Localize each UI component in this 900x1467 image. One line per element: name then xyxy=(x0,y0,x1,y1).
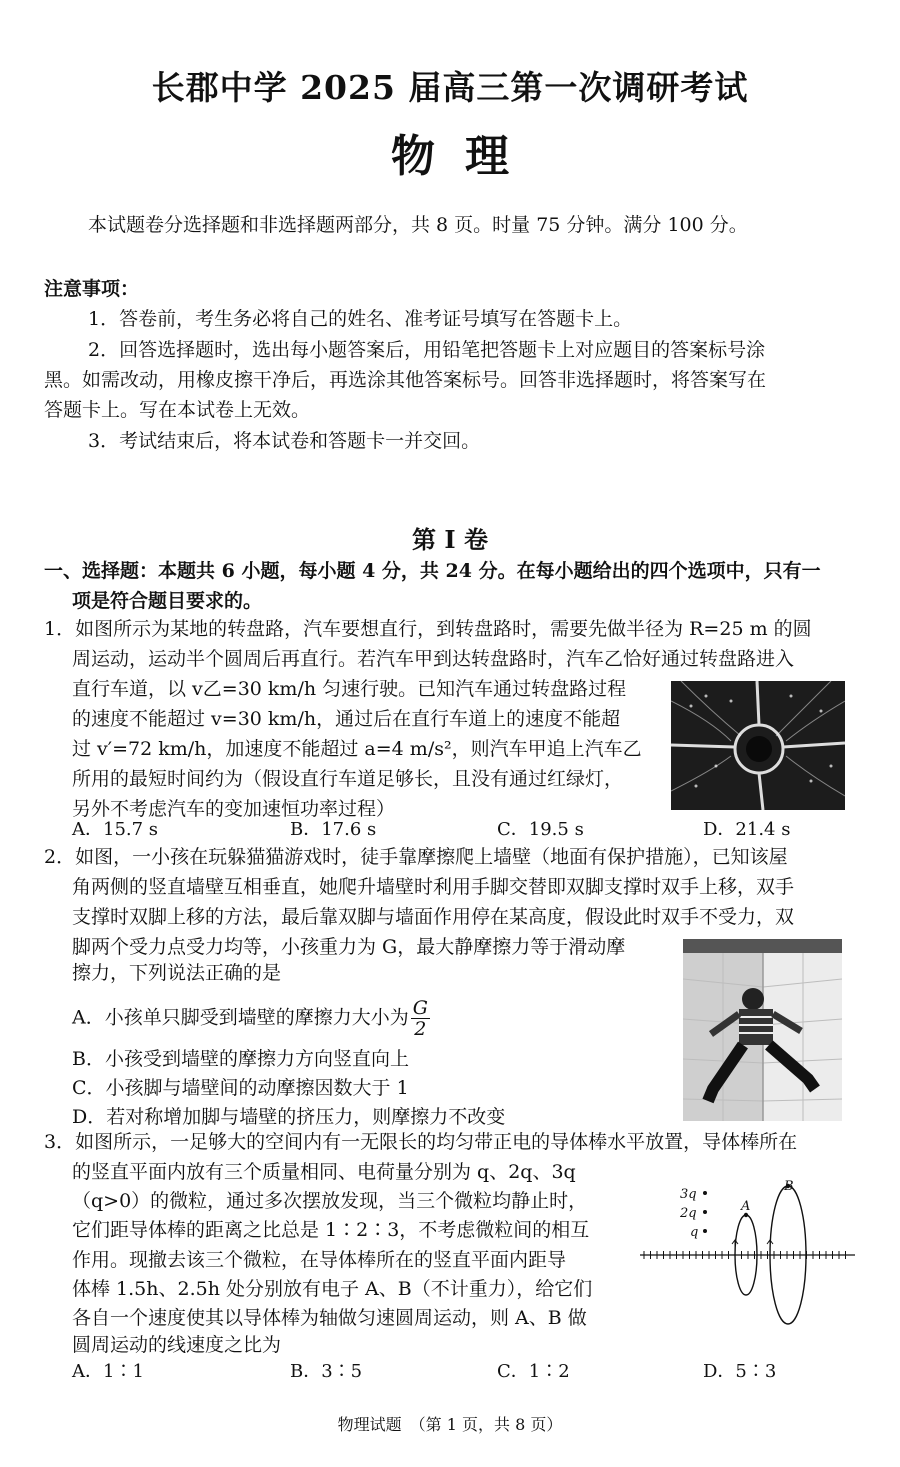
q2-option-a: A．小孩单只脚受到墙壁的摩擦力大小为 $\frac{G}{2}$ xyxy=(72,997,428,1040)
q2-option-c: C．小孩脚与墙壁间的动摩擦因数大于 1 xyxy=(72,1077,409,1099)
notice-line: 2．回答选择题时，选出每小题答案后，用铅笔把答题卡上对应题目的答案标号涂 xyxy=(88,339,766,361)
q1-text: 所用的最短时间约为（假设直行车道足够长，且没有通过红绿灯， xyxy=(72,768,624,790)
notice-line: 黑。如需改动，用橡皮擦干净后，再选涂其他答案标号。回答非选择题时，将答案写在 xyxy=(44,369,767,391)
q3-option-b: B．3∶5 xyxy=(290,1361,363,1382)
notice-line: 答题卡上。写在本试卷上无效。 xyxy=(44,399,311,421)
child-climbing-photo xyxy=(683,939,842,1121)
q3-option-c: C．1∶2 xyxy=(497,1361,570,1382)
part-heading: 一、选择题：本题共 6 小题，每小题 4 分，共 24 分。在每小题给出的四个选项中，只有一 xyxy=(44,560,821,582)
exam-title: 长郡中学 2025 届高三第一次调研考试 xyxy=(151,68,749,107)
q3-option-d: D．5∶3 xyxy=(703,1361,777,1382)
q3-text: 各自一个速度使其以导体棒为轴做匀速圆周运动，则 A、B 做 xyxy=(72,1307,587,1329)
q3-text: 3．如图所示，一足够大的空间内有一无限长的均匀带正电的导体棒水平放置，导体棒所在 xyxy=(44,1131,798,1153)
label-B: B xyxy=(784,1179,794,1194)
intro-text: 本试题卷分选择题和非选择题两部分，共 8 页。时量 75 分钟。满分 100 分。 xyxy=(88,214,748,236)
q2-text: 支撑时双脚上移的方法，最后靠双脚与墙面作用停在某高度，假设此时双手不受力，双 xyxy=(72,906,795,928)
roundabout-photo xyxy=(671,681,845,810)
q3-text: （q>0）的微粒，通过多次摆放发现，当三个微粒均静止时， xyxy=(72,1190,588,1212)
notice-line: 3．考试结束后，将本试卷和答题卡一并交回。 xyxy=(88,430,481,452)
q3-option-a: A．1∶1 xyxy=(72,1361,144,1382)
label-2q: 2q xyxy=(680,1206,697,1221)
page-footer: 物理试题 （第 1 页，共 8 页） xyxy=(337,1415,563,1434)
subject-title: 物理 xyxy=(391,131,539,182)
q1-option-d: D．21.4 s xyxy=(703,819,791,840)
q1-text: 1．如图所示为某地的转盘路，汽车要想直行，到转盘路时，需要先做半径为 R=25 m 的圆 xyxy=(44,618,812,640)
charged-rod-figure xyxy=(635,1178,860,1353)
q1-option-c: C．19.5 s xyxy=(497,819,584,840)
q1-text: 过 v′=72 km/h，加速度不能超过 a=4 m/s²，则汽车甲追上汽车乙 xyxy=(72,738,642,760)
label-3q: 3q xyxy=(680,1187,697,1202)
q2-text: 2．如图，一小孩在玩躲猫猫游戏时，徒手靠摩擦爬上墙壁（地面有保护措施），已知该屋 xyxy=(44,846,788,868)
q2-text: 角两侧的竖直墙壁互相垂直，她爬升墙壁时利用手脚交替即双脚支撑时双手上移，双手 xyxy=(72,876,795,898)
section-title: 第 I 卷 xyxy=(412,525,488,554)
q1-option-b: B．17.6 s xyxy=(290,819,377,840)
label-A: A xyxy=(741,1199,751,1214)
q3-text: 作用。现撤去该三个微粒，在导体棒所在的竖直平面内距导 xyxy=(72,1249,567,1271)
q1-option-a: A．15.7 s xyxy=(72,819,159,840)
notice-line: 1．答卷前，考生务必将自己的姓名、准考证号填写在答题卡上。 xyxy=(88,308,633,330)
notice-heading: 注意事项： xyxy=(44,278,140,300)
q2-option-d: D．若对称增加脚与墙壁的挤压力，则摩擦力不改变 xyxy=(72,1106,506,1128)
q2-text: 擦力，下列说法正确的是 xyxy=(72,962,282,984)
label-q: q xyxy=(690,1225,699,1240)
q3-text: 体棒 1.5h、2.5h 处分别放有电子 A、B（不计重力），给它们 xyxy=(72,1278,593,1300)
q3-text: 圆周运动的线速度之比为 xyxy=(72,1334,282,1356)
q1-text: 的速度不能超过 v=30 km/h，通过后在直行车道上的速度不能超 xyxy=(72,708,621,730)
q2-text: 脚两个受力点受力均等，小孩重力为 G，最大静摩擦力等于滑动摩 xyxy=(72,936,626,958)
q3-text: 的竖直平面内放有三个质量相同、电荷量分别为 q、2q、3q xyxy=(72,1161,576,1183)
fraction: $\frac{G}{2}$ xyxy=(412,997,428,1040)
q3-text: 它们距导体棒的距离之比总是 1∶2∶3，不考虑微粒间的相互 xyxy=(72,1219,590,1241)
q1-text: 另外不考虑汽车的变加速恒功率过程） xyxy=(72,798,396,820)
q1-text: 周运动，运动半个圆周后再直行。若汽车甲到达转盘路时，汽车乙恰好通过转盘路进入 xyxy=(72,648,795,670)
part-heading: 项是符合题目要求的。 xyxy=(72,590,263,612)
q2-option-b: B．小孩受到墙壁的摩擦力方向竖直向上 xyxy=(72,1048,409,1070)
q1-text: 直行车道，以 v乙=30 km/h 匀速行驶。已知汽车通过转盘路过程 xyxy=(72,678,627,700)
